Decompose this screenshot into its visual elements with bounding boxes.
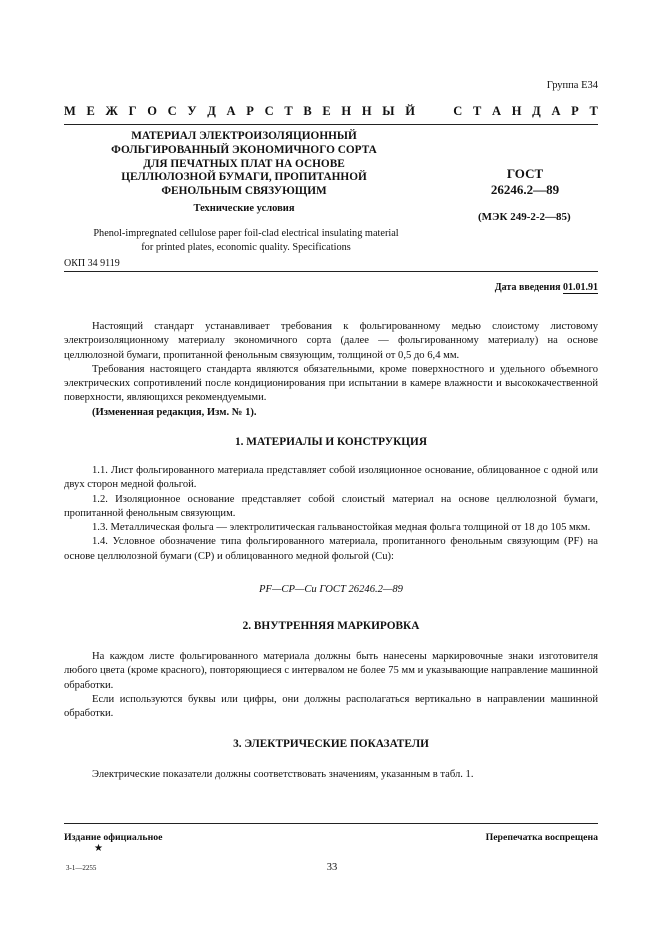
standard-banner: [64, 104, 598, 119]
footer-divider: [64, 823, 598, 824]
banner-letter: Д: [207, 104, 216, 118]
document-subtitle: Технические условия: [193, 203, 295, 214]
paragraph: Если используются буквы или цифры, они должны располагаться вертикально в направлении машинной обработки.: [64, 693, 598, 720]
banner-letter: Н: [341, 104, 352, 118]
amendment-note: (Измененная редакция, Изм. № 1).: [92, 406, 257, 418]
banner-letter: С: [453, 104, 463, 118]
date-label: Дата введения: [494, 282, 563, 293]
english-title-line: for printed plates, economic quality. Specifications: [141, 241, 351, 253]
iec-reference: (МЭК 249-2-2—85): [478, 211, 571, 223]
banner-letter: Й: [405, 104, 415, 118]
banner-letter: Е: [322, 104, 331, 118]
reprint-notice: Перепечатка воспрещена: [485, 832, 598, 843]
banner-letter: Н: [511, 104, 522, 118]
intro-text: [64, 320, 598, 420]
header-divider: [64, 271, 598, 272]
title-line: ЦЕЛЛЮЛОЗНОЙ БУМАГИ, ПРОПИТАННОЙ: [121, 171, 367, 184]
designation-formula: PF—CP—Cu ГОСТ 26246.2—89: [259, 584, 403, 595]
paragraph: 1.1. Лист фольгированного материала представляет собой изоляционное основание, облицованное с одной или двух сторон медной фольгой.: [64, 465, 598, 491]
banner-gap: [439, 104, 442, 119]
paragraph: 1.2. Изоляционное основание представляет собой слоистый материал на основе целлюлозной бумаги, пропитанной фенольным связующим.: [64, 493, 598, 519]
gost-label: ГОСТ: [506, 166, 544, 181]
banner-letter: М: [64, 104, 76, 118]
section-heading: 2. ВНУТРЕННЯЯ МАРКИРОВКА: [242, 620, 420, 632]
paragraph: На каждом листе фольгированного материала должны быть нанесены маркировочные знаки изготовителя любого цвета (кроме красного), повторяющиеся с интервалом не более 75 мм и указывающие направление машинной обработки.: [64, 651, 598, 691]
banner-gap: [426, 104, 429, 119]
banner-letter: А: [226, 104, 236, 118]
paragraph: Настоящий стандарт устанавливает требования к фольгированному медью слоистому листовому электроизоляционному материалу экономичного сорта (далее — фольгированному материалу) на основе целлюлозной бумаги, пропитанной фенольным связующим, толщиной от 0,5 до 6,4 мм.: [64, 321, 598, 361]
effective-date: [495, 282, 598, 293]
banner-letter: Е: [86, 104, 95, 118]
banner-letter: Н: [361, 104, 372, 118]
paragraph: 1.4. Условное обозначение типа фольгированного материала, пропитанного фенольным связующим (PF) на основе целлюлозной бумаги (CP) и облицованного медной фольгой (Cu):: [64, 536, 598, 562]
paragraph: 1.3. Металлическая фольга — электролитическая гальваностойкая медная фольга толщиной от 18 до 105 мкм.: [92, 522, 591, 534]
paragraph: Требования настоящего стандарта являются обязательными, кроме поверхностного и удельного объемного электрических сопротивлений после кондиционирования при испытании в камере влажности и высококачественной поверхности, являющихся рекомендуемыми.: [64, 363, 598, 404]
banner-letter: С: [264, 104, 274, 118]
banner-letter: О: [147, 104, 157, 118]
document-title: [104, 130, 384, 199]
english-title-line: Phenol-impregnated cellulose paper foil-clad electrical insulating material: [93, 228, 399, 239]
group-label: Группа Е34: [546, 80, 598, 91]
official-edition-label: Издание официальное: [64, 832, 163, 843]
star-icon: ★: [94, 843, 103, 854]
banner-letter: Т: [589, 104, 598, 118]
banner-letter: А: [492, 104, 502, 118]
title-line: ФОЛЬГИРОВАННЫЙ ЭКОНОМИЧНОГО СОРТА: [111, 143, 377, 156]
banner-letter: Т: [284, 104, 293, 118]
banner-letter: У: [187, 104, 197, 118]
banner-letter: Р: [571, 104, 579, 118]
banner-letter: Т: [472, 104, 482, 118]
title-line: ФЕНОЛЬНЫМ СВЯЗУЮЩИМ: [161, 185, 327, 198]
banner-letter: С: [167, 104, 177, 118]
banner-letter: А: [551, 104, 561, 118]
section-heading: 1. МАТЕРИАЛЫ И КОНСТРУКЦИЯ: [235, 436, 427, 448]
banner-letter: Д: [532, 104, 541, 118]
date-value: 01.01.91: [563, 282, 598, 293]
section2-text: [64, 650, 598, 721]
page-number: 33: [326, 862, 338, 873]
title-line: ДЛЯ ПЕЧАТНЫХ ПЛАТ НА ОСНОВЕ: [143, 157, 345, 170]
banner-letter: Ж: [105, 104, 118, 118]
banner-letter: Г: [128, 104, 137, 118]
banner-letter: Р: [246, 104, 254, 118]
gost-code: 26246.2—89: [490, 182, 560, 197]
english-title: [66, 227, 426, 254]
banner-letter: Ы: [382, 104, 395, 118]
section3-text: [64, 768, 598, 782]
paragraph: Электрические показатели должны соответствовать значениям, указанным в табл. 1.: [92, 769, 474, 780]
title-line: МАТЕРИАЛ ЭЛЕКТРОИЗОЛЯЦИОННЫЙ: [131, 130, 357, 142]
print-code: 3-1—2255: [66, 864, 97, 872]
gost-number: [470, 166, 580, 198]
okp-code: ОКП 34 9119: [64, 258, 120, 269]
top-divider: [64, 124, 598, 125]
banner-letter: В: [303, 104, 312, 118]
section-heading: 3. ЭЛЕКТРИЧЕСКИЕ ПОКАЗАТЕЛИ: [233, 738, 429, 750]
section1-text: [64, 464, 598, 564]
